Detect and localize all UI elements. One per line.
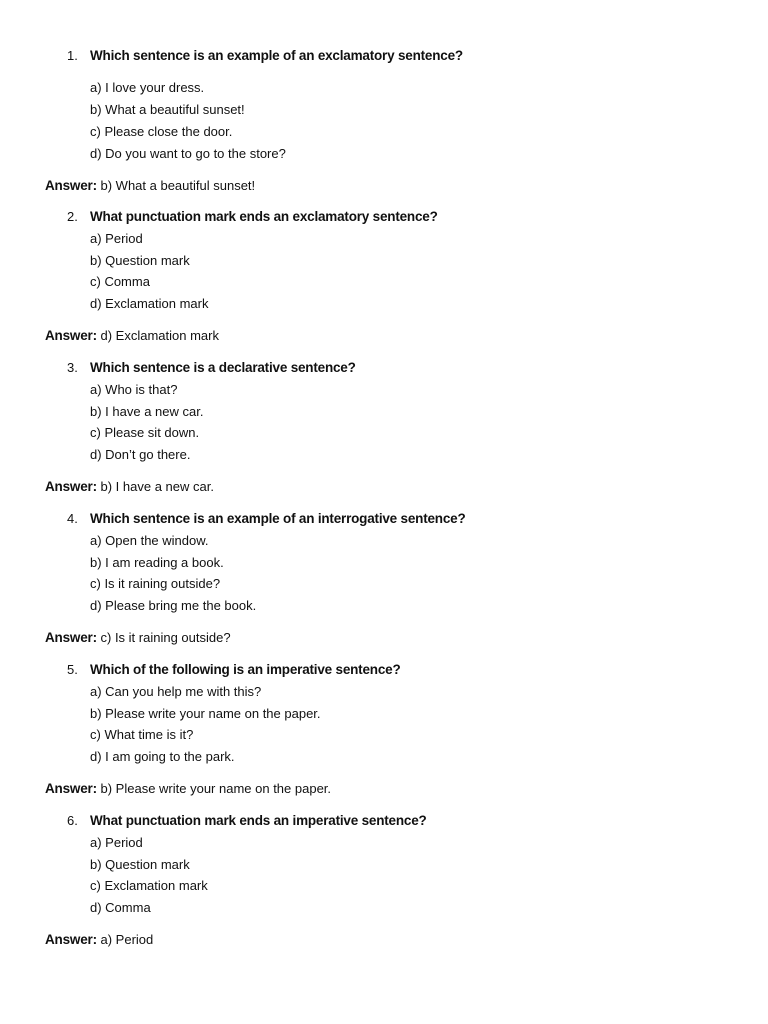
question-text: Which sentence is an example of an exclamatory sentence? (90, 48, 463, 63)
question-number: 5. (67, 662, 78, 677)
answer-line (45, 326, 219, 346)
option-d: d) Comma (90, 900, 151, 915)
answer-label: Answer: (45, 328, 97, 343)
question-number: 6. (67, 813, 78, 828)
option-c: c) Is it raining outside? (90, 576, 221, 591)
answer-line (45, 779, 331, 799)
option-c: c) Exclamation mark (90, 878, 208, 893)
answer-label: Answer: (45, 932, 97, 947)
option-a: a) Open the window. (90, 533, 209, 548)
answer-text: c) Is it raining outside? (100, 630, 231, 645)
option-a: a) I love your dress. (90, 80, 205, 95)
option-c: c) Please sit down. (90, 425, 200, 440)
option-c: c) What time is it? (90, 727, 194, 742)
option-b: b) Please write your name on the paper. (90, 706, 321, 721)
option-c: c) Comma (90, 274, 150, 289)
option-b: b) I am reading a book. (90, 555, 224, 570)
answer-text: d) Exclamation mark (100, 328, 219, 343)
option-d: d) Do you want to go to the store? (90, 146, 286, 161)
option-d: d) I am going to the park. (90, 749, 235, 764)
option-d: d) Exclamation mark (90, 296, 209, 311)
option-a: a) Who is that? (90, 382, 178, 397)
question-text: Which sentence is an example of an interrogative sentence? (90, 511, 466, 526)
answer-line (45, 628, 231, 648)
question-number: 2. (67, 209, 78, 224)
answer-line (45, 930, 153, 950)
option-a: a) Period (90, 835, 143, 850)
option-b: b) What a beautiful sunset! (90, 102, 245, 117)
option-b: b) I have a new car. (90, 404, 204, 419)
option-a: a) Period (90, 231, 143, 246)
question-number: 3. (67, 360, 78, 375)
question-number: 1. (67, 48, 78, 63)
answer-label: Answer: (45, 178, 97, 193)
option-d: d) Don’t go there. (90, 447, 191, 462)
option-b: b) Question mark (90, 253, 190, 268)
question-text: What punctuation mark ends an imperative sentence? (90, 813, 427, 828)
answer-text: b) What a beautiful sunset! (100, 178, 256, 193)
answer-text: b) I have a new car. (100, 479, 214, 494)
question-number: 4. (67, 511, 78, 526)
option-d: d) Please bring me the book. (90, 598, 257, 613)
answer-text: b) Please write your name on the paper. (100, 781, 332, 796)
answer-text: a) Period (100, 932, 154, 947)
option-c: c) Please close the door. (90, 124, 233, 139)
question-text: What punctuation mark ends an exclamatory sentence? (90, 209, 438, 224)
answer-label: Answer: (45, 781, 97, 796)
question-text: Which of the following is an imperative sentence? (90, 662, 401, 677)
option-a: a) Can you help me with this? (90, 684, 262, 699)
answer-label: Answer: (45, 479, 97, 494)
option-b: b) Question mark (90, 857, 190, 872)
answer-line (45, 176, 255, 196)
question-text: Which sentence is a declarative sentence? (90, 360, 356, 375)
answer-line (45, 477, 214, 497)
answer-label: Answer: (45, 630, 97, 645)
